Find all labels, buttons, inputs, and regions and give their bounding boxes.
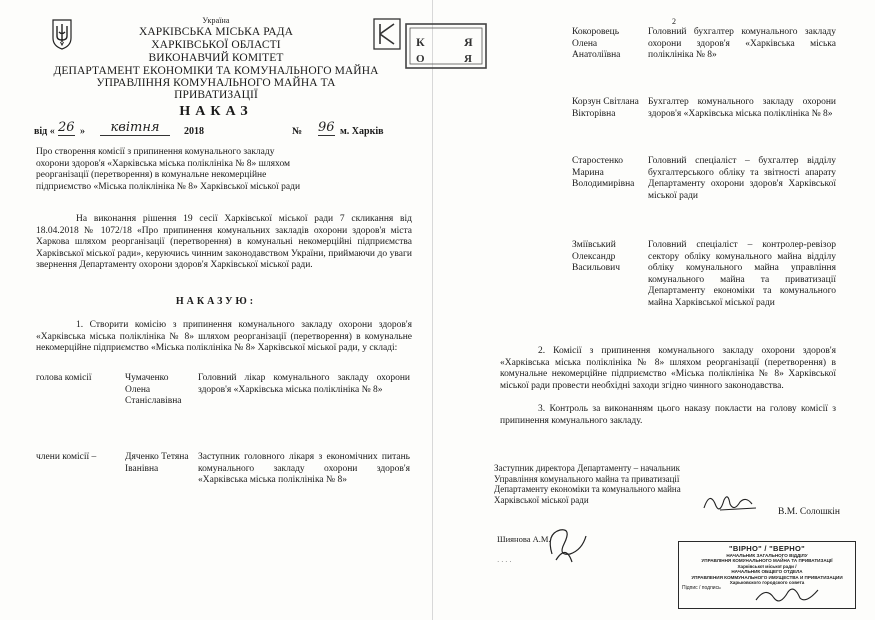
signatory-title: Заступник директора Департаменту – начальник Управління комунального майна та приватизації Департаменту економіки та комунального майна Харківської міської ради	[494, 463, 681, 505]
header-city-council: ХАРКІВСЬКА МІСЬКА РАДА	[138, 26, 294, 38]
commission-head-role: голова комісії	[36, 373, 92, 383]
date-day: 26	[58, 120, 75, 135]
page-number: 2	[672, 17, 676, 26]
executor-name: Шиянова А.М.	[497, 534, 551, 544]
member-name: Зміївський Олександр Васильович	[572, 240, 621, 273]
date-prefix: від «	[34, 126, 55, 137]
header-region: ХАРКІВСЬКОЇ ОБЛАСТІ	[151, 39, 281, 51]
order-number-prefix: №	[292, 126, 303, 137]
signatory-name: В.М. Солошкін	[778, 507, 841, 517]
stamp-line: УПРАВЛЕНИЯ КОММУНАЛЬНОГО ИМУЩЕСТВА И ПРИВАТИЗАЦИИ	[691, 574, 843, 580]
member-position: Головний спеціаліст – бухгалтер відділу бухгалтерського обліку та звітності апарату Департаменту охорони здоров'я Харківської міської ради	[648, 156, 836, 201]
svg-text:Я: Я	[464, 35, 473, 49]
preamble-paragraph: На виконання рішення 19 сесії Харківської міської ради 7 скликання від 18.04.2018 № 1072/18 «Про припинення комунальних закладів охорони здоров'я міста Харкова шляхом реорганізації (перетворення) в комунальні некомерційні підприємства Харківської міської ради», керуючись чинним законодавством України, приймаючи до уваги звернення Департаменту охорони здоров'я Харківської міської ради.	[36, 214, 412, 270]
handwritten-signature	[542, 524, 592, 564]
date-year: 2018	[184, 126, 204, 137]
document-title: НАКАЗ	[179, 104, 253, 119]
svg-text:Я: Я	[464, 53, 472, 65]
commission-head-name: Чумаченко Олена Станіславівна	[125, 373, 182, 406]
member-position: Заступник головного лікаря з економічних питань комунального закладу охорони здоров'я «Харківська міська поліклініка № 8»	[198, 452, 410, 485]
stamp-line: УПРАВЛІННЯ КОМУНАЛЬНОГО МАЙНА ТА ПРИВАТИЗАЦІЇ	[701, 558, 833, 564]
header-country: Україна	[202, 16, 230, 25]
header-directorate-cont: ПРИВАТИЗАЦІЇ	[174, 89, 258, 101]
member-name: Кокоровець Олена Анатоліївна	[572, 27, 621, 60]
member-position: Головний бухгалтер комунального закладу охорони здоров'я «Харківська міська поліклініка № 8»	[648, 27, 836, 60]
stamp-title: "ВІРНО" / "ВЕРНО"	[729, 544, 805, 553]
executor-mark: · · · ·	[497, 558, 512, 566]
svg-text:О: О	[416, 53, 425, 65]
stamp-line: Харківської міської ради /	[737, 563, 797, 569]
commission-members-role: члени комісії –	[36, 452, 97, 462]
date-month: квітня	[100, 120, 170, 136]
member-name: Старостенко Марина Володимирівна	[572, 156, 635, 189]
page-divider	[432, 0, 433, 620]
right-page	[433, 0, 875, 620]
header-department: ДЕПАРТАМЕНТ ЕКОНОМІКИ ТА КОМУНАЛЬНОГО МАЙНА	[53, 65, 379, 77]
order-item-2: 2. Комісії з припинення комунального закладу охорони здоров'я «Харківська міська поліклініка № 8» шляхом реорганізації (перетворення) в комунальне некомерційне підприємство «Міська поліклініка № 8» Харківської міської ради провести необхідні заходи згідно чинного законодавства.	[500, 346, 836, 391]
order-item-3: 3. Контроль за виконанням цього наказу покласти на голову комісії з припинення комунального закладу.	[500, 404, 836, 426]
order-number: 96	[318, 120, 335, 135]
svg-text:К: К	[416, 35, 425, 49]
handwritten-signature	[752, 582, 822, 608]
member-name: Дяченко Тетяна Іванівна	[125, 452, 189, 474]
handwritten-signature	[700, 488, 760, 518]
date-day-close: »	[80, 126, 85, 137]
header-executive-committee: ВИКОНАВЧИЙ КОМІТЕТ	[148, 52, 284, 64]
member-position: Бухгалтер комунального закладу охорони здоров'я «Харківська міська поліклініка № 8»	[648, 97, 836, 119]
stamp-line: НАЧАЛЬНИК ОБЩЕГО ОТДЕЛА	[731, 569, 803, 575]
stamp-line: НАЧАЛЬНИК ЗАГАЛЬНОГО ВІДДІЛУ	[726, 553, 808, 558]
order-item-1: 1. Створити комісію з припинення комунального закладу охорони здоров'я «Харківська міська поліклініка № 8» шляхом реорганізації (перетворення) в комунальне некомерційне підприємство «Міська поліклініка № 8» Харківської міської ради, у складі:	[36, 320, 412, 353]
commission-head-position: Головний лікар комунального закладу охорони здоров'я «Харківська міська поліклініка № 8»	[198, 373, 410, 395]
order-heading: НАКАЗУЮ:	[175, 296, 257, 307]
stamp-line: Харьковского городского совета	[729, 580, 805, 586]
header-directorate: УПРАВЛІННЯ КОМУНАЛЬНОГО МАЙНА ТА	[96, 77, 336, 89]
member-position: Головний спеціаліст – контролер-ревізор сектору обліку комунального майна відділу обліку комунального майна управління комунального майна та приватизації Департаменту економіки та комунального майна Харківської міської ради	[648, 240, 836, 308]
member-name: Корзун Світлана Вікторівна	[572, 97, 639, 119]
order-subject: Про створення комісії з припинення комунального закладу охорони здоров'я «Харківська міська поліклініка № 8» шляхом реорганізації (перетворення) в комунальне некомерційне підприємство «Міська поліклініка № 8» Харківської міської ради	[36, 147, 301, 192]
stamp-sign-label: Підпис / подпись	[682, 585, 721, 592]
order-city: м. Харків	[340, 126, 384, 137]
